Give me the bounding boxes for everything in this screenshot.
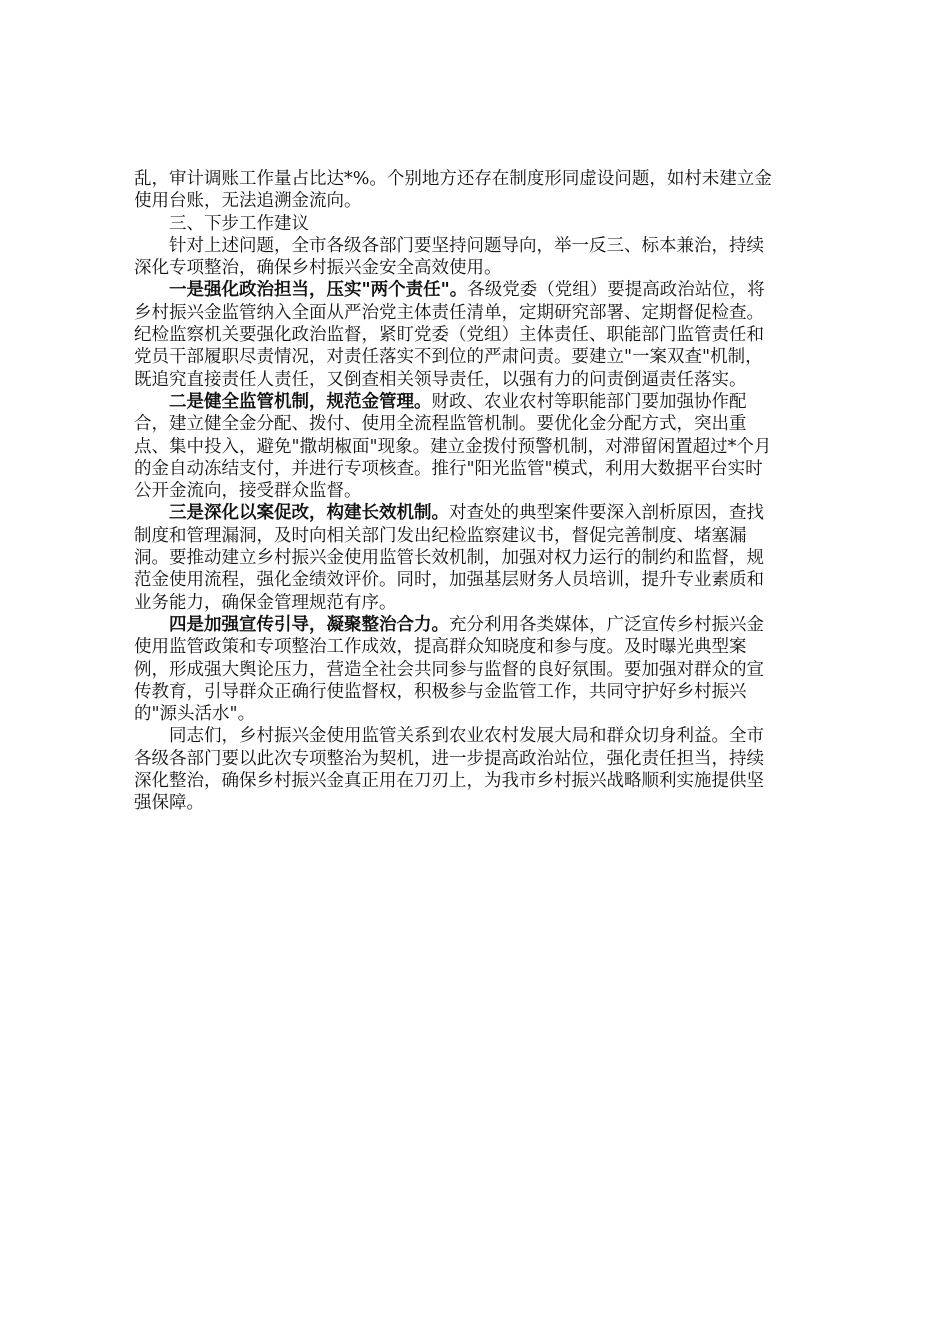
text-line: 公开金流向，接受群众监督。: [134, 481, 362, 502]
text-line: 业务能力，确保金管理规范有序。: [134, 592, 397, 613]
text-line: 乡村振兴金监管纳入全面从严治党主体责任清单，定期研究部署、定期督促检查。: [134, 302, 764, 323]
text-line: 乱，审计调账工作量占比达*%。个别地方还存在制度形同虚设问题，如村未建立金: [134, 169, 772, 189]
text-line: 的"源头活水"。: [134, 704, 256, 725]
paragraph-closing: [134, 725, 818, 814]
document-body: [134, 168, 818, 815]
text-line: 使用台账，无法追溯金流向。: [134, 191, 362, 212]
item-lead: 四是加强宣传引导，凝聚整治合力。: [169, 614, 449, 635]
paragraph-intro: [134, 235, 818, 280]
paragraph-item-four: [134, 614, 818, 725]
text-line: [134, 614, 818, 636]
item-text: 各级党委（党组）要提高政治站位，将: [467, 280, 765, 301]
text-line: 点、集中投入，避免"撒胡椒面"现象。建立金拨付预警机制，对滞留闲置超过*个月: [134, 436, 772, 457]
paragraph-item-one: [134, 279, 818, 390]
text-line: 党员干部履职尽责情况，对责任落实不到位的严肃问责。要建立"一案双查"机制，: [134, 347, 763, 368]
text-line: [134, 502, 818, 524]
text-line: 既追究直接责任人责任，又倒查相关领导责任，以强有力的问责倒逼责任落实。: [134, 369, 747, 390]
paragraph-item-three: [134, 502, 818, 613]
text-line: [134, 279, 818, 301]
text-line: 强保障。: [134, 793, 204, 814]
section-heading-text: 三、下步工作建议: [169, 213, 309, 234]
section-heading: [134, 213, 818, 235]
paragraph-continuation: [134, 168, 818, 213]
text-line: 针对上述问题，全市各级各部门要坚持问题导向，举一反三、标本兼治，持续: [169, 235, 764, 256]
item-text: 充分利用各类媒体，广泛宣传乡村振兴金: [449, 614, 764, 635]
text-line: 范金使用流程，强化金绩效评价。同时，加强基层财务人员培训，提升专业素质和: [134, 570, 764, 591]
item-lead: 二是健全监管机制，规范金管理。: [169, 391, 432, 412]
item-text: 对查处的典型案件要深入剖析原因，查找: [449, 503, 764, 524]
text-line: 制度和管理漏洞，及时向相关部门发出纪检监察建议书，督促完善制度、堵塞漏: [134, 525, 747, 546]
item-lead: 三是深化以案促改，构建长效机制。: [169, 503, 449, 524]
text-line: 洞。要推动建立乡村振兴金使用监管长效机制，加强对权力运行的制约和监督，规: [134, 548, 764, 569]
text-line: 纪检监察机关要强化政治监督，紧盯党委（党组）主体责任、职能部门监管责任和: [134, 325, 764, 346]
paragraph-item-two: [134, 391, 818, 502]
text-line: 合，建立健全金分配、拨付、使用全流程监管机制。要优化金分配方式，突出重: [134, 414, 747, 435]
text-line: 深化专项整治，确保乡村振兴金安全高效使用。: [134, 258, 502, 279]
text-line: 例，形成强大舆论压力，营造全社会共同参与监督的良好氛围。要加强对群众的宣: [134, 659, 764, 680]
text-line: 同志们，乡村振兴金使用监管关系到农业农村发展大局和群众切身利益。全市: [169, 726, 764, 747]
text-line: 传教育，引导群众正确行使监督权，积极参与金监管工作，共同守护好乡村振兴: [134, 681, 747, 702]
text-line: 各级各部门要以此次专项整治为契机，进一步提高政治站位，强化责任担当，持续: [134, 748, 764, 769]
text-line: [134, 391, 818, 413]
text-line: 使用监管政策和专项整治工作成效，提高群众知晓度和参与度。及时曝光典型案: [134, 637, 747, 658]
text-line: 深化整治，确保乡村振兴金真正用在刀刃上，为我市乡村振兴战略顺利实施提供坚: [134, 771, 764, 792]
item-lead: 一是强化政治担当，压实"两个责任"。: [169, 280, 468, 301]
item-text: 财政、农业农村等职能部门要加强协作配: [431, 391, 747, 412]
text-line: 的金自动冻结支付，并进行专项核查。推行"阳光监管"模式，利用大数据平台实时: [134, 458, 763, 479]
